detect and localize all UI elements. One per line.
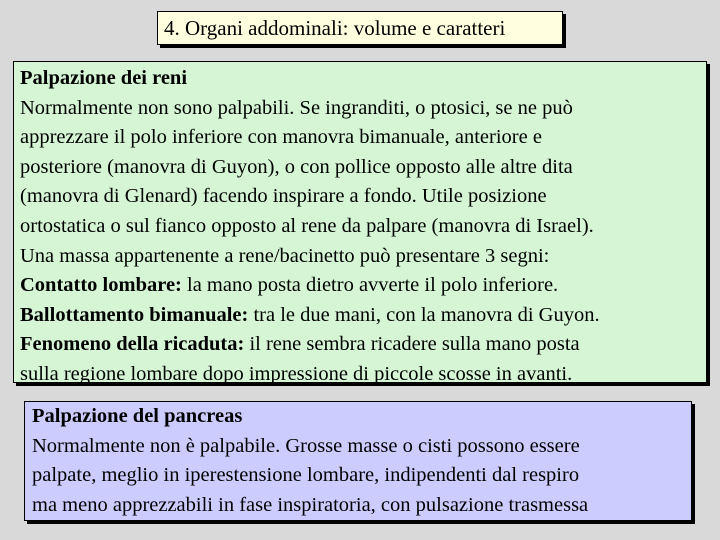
kidney-text-line: (manovra di Glenard) facendo inspirare a fondo. Utile posizione — [20, 185, 547, 208]
sign-description: tra le due mani, con la manovra di Guyon. — [248, 303, 600, 326]
kidney-text-line: apprezzare il polo inferiore con manovra bimanuale, anteriore e — [20, 126, 542, 149]
kidney-heading: Palpazione dei reni — [20, 67, 188, 89]
kidney-text-line: Normalmente non sono palpabili. Se ingranditi, o ptosici, se ne può — [20, 96, 573, 119]
slide-title: 4. Organi addominali: volume e caratteri — [157, 11, 563, 45]
sign-description: il rene sembra ricadere sulla mano posta — [244, 333, 580, 356]
sign-ballottamento-bimanuale — [20, 301, 700, 331]
pancreas-text-line: palpate, meglio in iperestensione lombare, indipendenti dal respiro — [32, 464, 580, 487]
pancreas-text-line: Normalmente non è palpabile. Grosse masse o cisti possono essere — [32, 434, 580, 457]
sign-term: Contatto lombare: — [20, 274, 182, 297]
sign-term: Ballottamento bimanuale: — [20, 303, 249, 326]
kidney-text-line: sulla regione lombare dopo impressione di piccole scosse in avanti. — [20, 362, 573, 385]
kidney-palpation-panel — [13, 61, 707, 383]
sign-fenomeno-ricaduta — [20, 330, 700, 360]
sign-term: Fenomeno della ricaduta: — [20, 333, 245, 356]
pancreas-text-line: ma meno apprezzabili in fase inspiratoria, con pulsazione trasmessa — [32, 493, 589, 516]
pancreas-heading: Palpazione del pancreas — [32, 405, 243, 427]
sign-contatto-lombare — [20, 271, 700, 301]
sign-description: la mano posta dietro avverte il polo inferiore. — [181, 274, 559, 297]
pancreas-palpation-panel — [24, 401, 692, 521]
kidney-text-line: posteriore (manovra di Guyon), o con pollice opposto alle altre dita — [20, 155, 573, 178]
kidney-text-line: ortostatica o sul fianco opposto al rene da palpare (manovra di Israel). — [20, 214, 594, 237]
kidney-text-line: Una massa appartenente a rene/bacinetto può presentare 3 segni: — [20, 244, 550, 267]
